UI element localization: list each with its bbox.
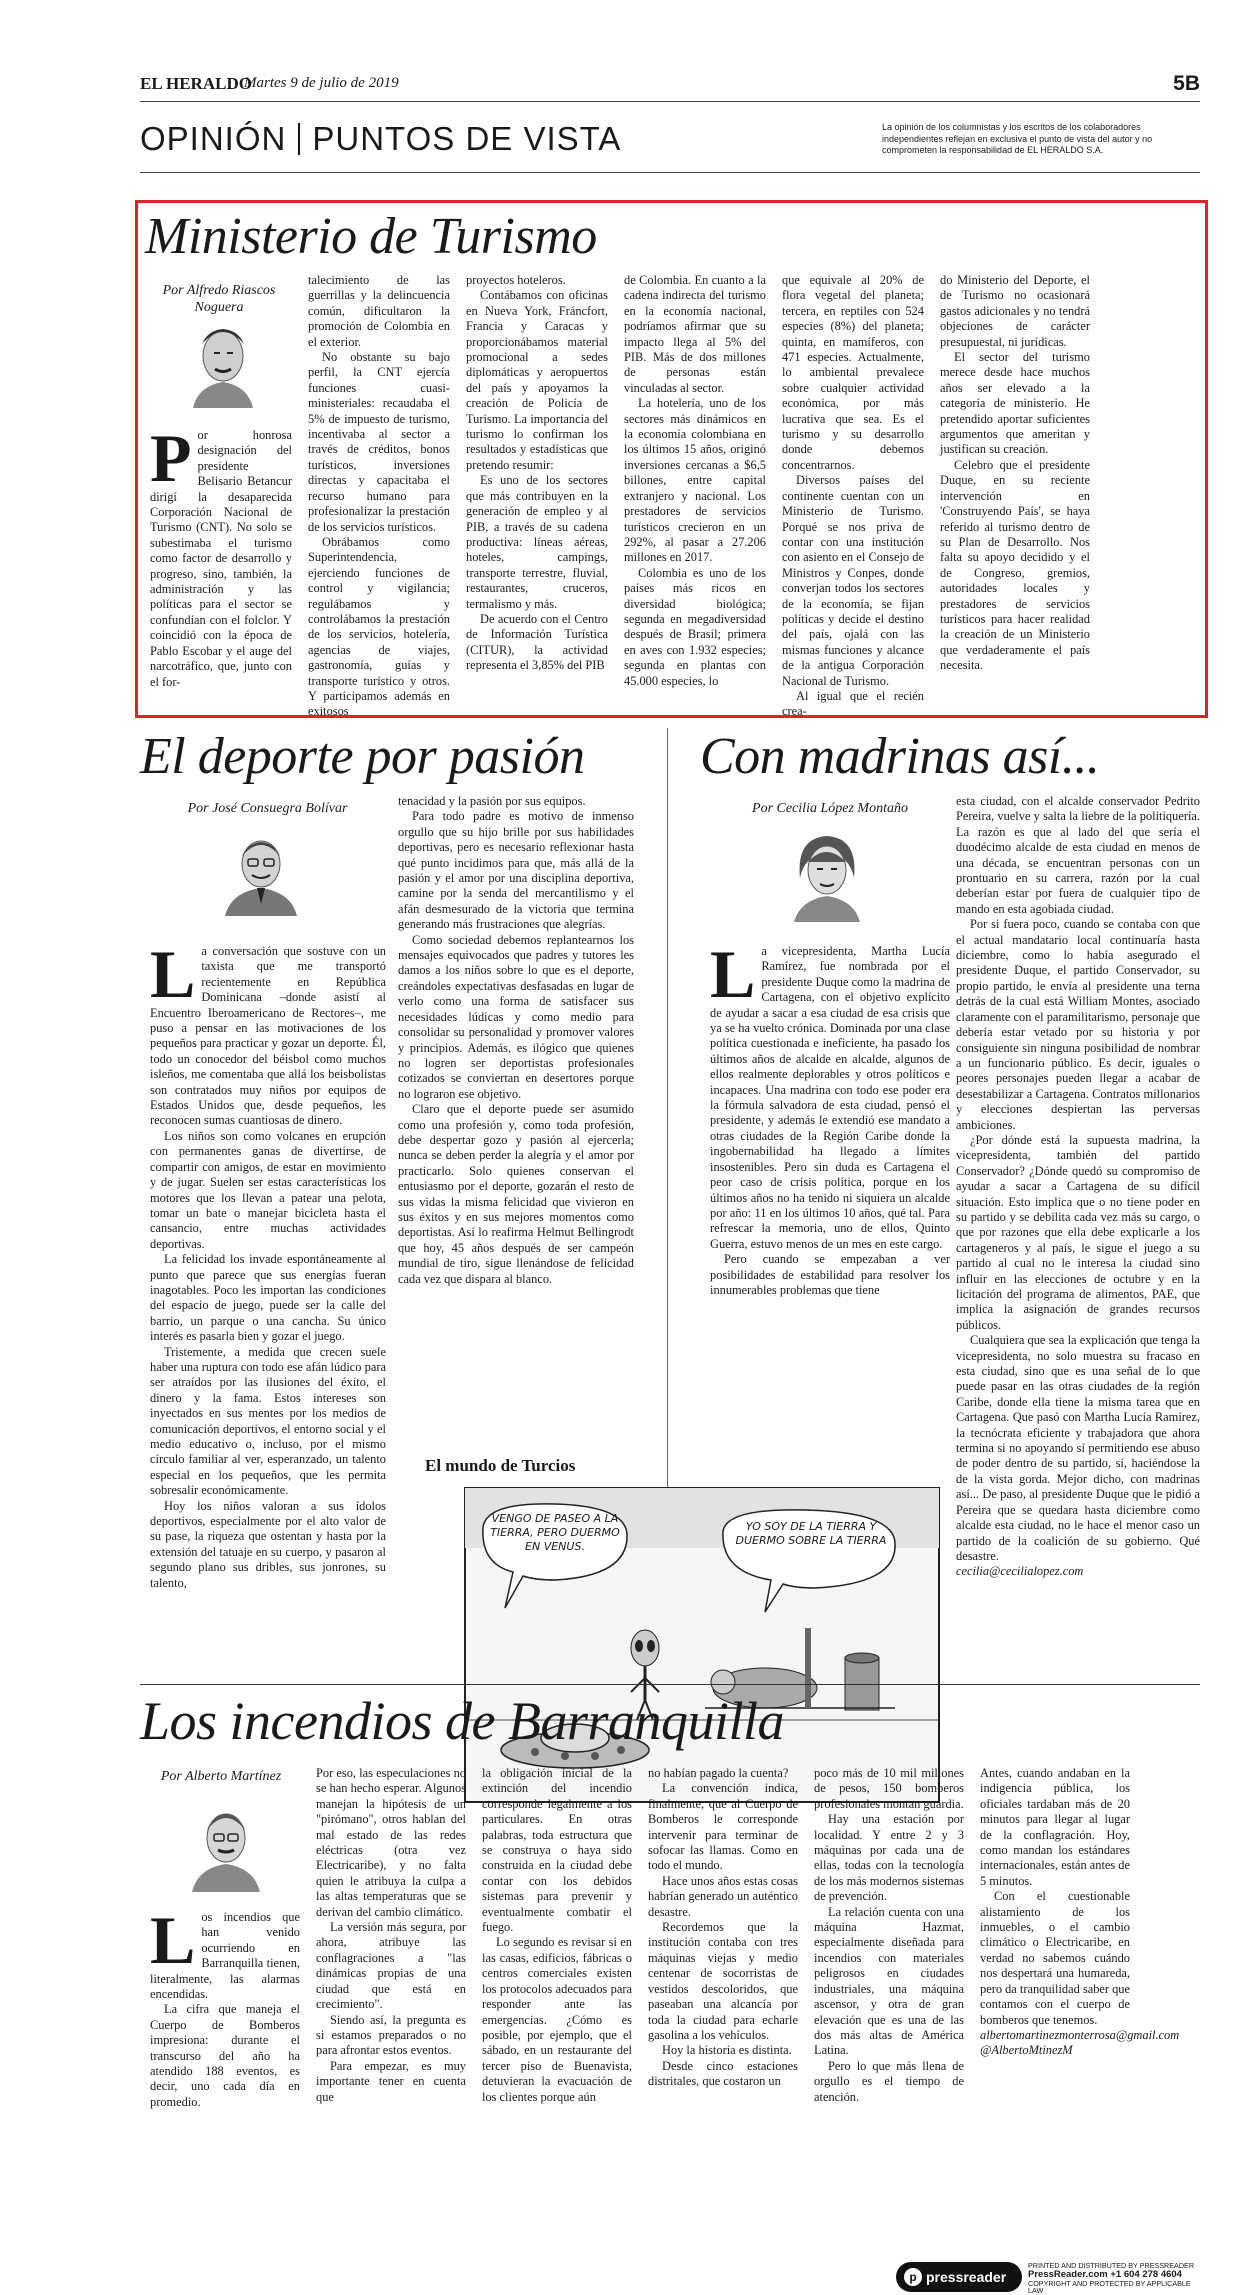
pressreader-line2: PressReader.com +1 604 278 4604: [1028, 2268, 1182, 2280]
paragraph: Claro que el deporte puede ser asumido como una profesión y, como toda profesión, debe despertar gozo y pasión al ejercerla; nunca se deben perder la alegría y el amor por practicarlo. Solo quienes conservan el entusiasmo por el deporte, gozarán el resto de sus vidas la misma felicidad que vivieron en sus éxitos y en sus mejores momentos como deportistas. Así lo reafirma Helmut Bellingrodt que hoy, 45 años después de ser campeón mundial de tiro, sigue llenándose de felicidad cada vez que dispara al blanco.: [398, 1102, 634, 1286]
author-portrait-riascos: [188, 316, 258, 408]
article-headline-madrinas: Con madrinas así...: [700, 728, 1100, 785]
paragraph: or honrosa designación del presidente Belisario Betancur dirigí la desaparecida Corporación Nacional de Turismo (CNT). No solo se subestimaba el turismo como factor de desarrollo y progreso, sino, también, la administración y las políticas para el sector se confundían con el folclor. Y coincidió con la época de Pablo Escobar y el auge del narcotráfico, que, junto con el for-: [150, 428, 292, 689]
article-headline-incendios: Los incendios de Barranquilla: [140, 1691, 784, 1751]
paragraph: Colombia es uno de los países más ricos en diversidad biológica; segunda en megadiversidad después de Brasil; primera en aves con 1.932 especies; segunda en plantas con 45.000 especies, lo: [624, 565, 766, 688]
speech-balloon-alien: VENGO DE PASEO A LA TIERRA, PERO DUERMO EN VENUS.: [490, 1512, 620, 1553]
drop-cap: L: [710, 936, 756, 1012]
newspaper-name: EL HERALDO: [140, 74, 252, 93]
article-column: [648, 1766, 798, 2266]
section-divider: [140, 1684, 1200, 1685]
subsection-name: PUNTOS DE VISTA: [312, 120, 622, 157]
drop-cap: L: [150, 1902, 196, 1978]
article-column: [150, 1902, 300, 2270]
article-column: [466, 273, 608, 713]
section-separator: [298, 123, 300, 155]
author-portrait-consuegra: [221, 826, 301, 916]
paragraph: os incendios que han venido ocurriendo en Barranquilla tienen, literalmente, las alarmas encendidas.: [150, 1910, 300, 2002]
paragraph: Hace unos años estas cosas habrían generado un auténtico desastre.: [648, 1873, 798, 1919]
section-title: [140, 120, 621, 158]
byline-incendios: Por Alberto Martínez: [160, 1769, 282, 1784]
paragraph: la obligación inicial de la extinción del incendio corresponde legalmente a los particulares. En otras palabras, toda estructura que se construya o haya sido construida en la ciudad debe contar con los debidos sistemas para prevenir y eventualmente combatir el fuego.: [482, 1766, 632, 1935]
article-column: [814, 1766, 964, 2266]
paragraph: Como sociedad debemos replantearnos los mensajes equivocados que padres y tutores les damos a los niños sobre lo que es el deporte, creándoles expectativas desfasadas en lugar de verlo como una forma de satisfacer sus necesidades lúdicas y como medio para consolidar su personalidad y promover valores y principios. Además, es ilógico que quienes no logren ser deportistas profesionales cotizados se conviertan en desertores porque no lograron ese objetivo.: [398, 932, 634, 1101]
paragraph: Pero cuando se empezaban a ver posibilidades de estabilidad para resolver los innumerables problemas que tiene: [710, 1252, 950, 1297]
paragraph: La hotelería, uno de los sectores más dinámicos en la economía colombiana en los últimos 15 años, originó inversiones cercanas a $6,5 billones, entre capital extranjero y nacional. Los prestadores de servicios turísticos crecieron en un 292%, al pasar a 27.206 millones en 2017.: [624, 396, 766, 565]
paragraph: tenacidad y la pasión por sus equipos.: [398, 794, 586, 808]
article-column: [150, 936, 386, 1674]
paragraph: que equivale al 20% de flora vegetal del planeta; tercera, en reptiles con 524 especies (8%) del planeta; quinta, en mamíferos, con 471 especies. Actualmente, lo ambiental prevalece sobre cualquier actividad económica, por más lucrativa que sea. Es el turismo y su desarrollo donde debemos concentrarnos.: [782, 273, 924, 472]
paragraph: Siendo así, la pregunta es si estamos preparados o no para afrontar estos eventos.: [316, 2012, 466, 2058]
paragraph: Pero lo que más llena de orgullo es el tiempo de atención.: [814, 2058, 964, 2104]
paragraph: Hoy la historia es distinta.: [662, 2043, 792, 2058]
pressreader-line1: PRINTED AND DISTRIBUTED BY PRESSREADER: [1028, 2261, 1195, 2270]
section-name: OPINIÓN: [140, 120, 287, 157]
page-header: [140, 74, 1200, 98]
article-column: [940, 273, 1090, 713]
article-column: [398, 794, 634, 1434]
drop-cap: L: [150, 936, 196, 1012]
paragraph: Es uno de los sectores que más contribuyen en la generación de empleo y al PIB, a través de su cadena productiva: líneas aéreas, hoteles, campings, transporte terrestre, fluvial, restaurantes, cruceros, termalismo y más.: [466, 473, 608, 611]
paragraph: Diversos países del continente cuentan con un Ministerio de Turismo. Porqué se nos priva de contar con una institución con asiento en el Consejo de Ministros y Conpes, donde converjan todos los sectores de la economía, se fijan políticas y decide el destino del país, ojalá con las mismas funciones y alcance de la antigua Corporación Nacional de Turismo.: [782, 473, 924, 688]
paragraph: de Colombia. En cuanto a la cadena indirecta del turismo en la economía nacional, podríamos afirmar que su impacto llega al 5% del PIB. Más de dos millones de personas están vinculadas al sector.: [624, 273, 766, 395]
paragraph: esta ciudad, con el alcalde conservador Pedrito Pereira, vuelve y salta la liebre de la politiquería. La razón es que al lado del que sería el duodécimo alcalde de esta ciudad en menos de una década, se encuentran personas con un prontuario en su carrera, razón por la cual deberían estar por fuera de cualquier tipo de mando en esta agobiada ciudad.: [956, 794, 1200, 916]
paragraph: Por eso, las especulaciones no se han hecho esperar. Algunos manejan la hipótesis de un "pirómano", otros hablan del mal estado de las redes eléctricas (otra vez Electricaribe), y no falta quien le atribuya la culpa a las altas temperaturas que se derivan del cambio climático.: [316, 1766, 466, 1919]
paragraph: Los niños son como volcanes en erupción con permanentes ganas de divertirse, de compartir con amigos, de estar en movimiento y de jugar. Suelen ser estas características los motores que los llevan a patear una pelota, tomar un bate o manejar bicicleta hasta el cansancio, entre muchas actividades deportivas.: [150, 1128, 386, 1251]
paragraph: De acuerdo con el Centro de Información Turística (CITUR), la actividad representa el 3,85% del PIB: [466, 611, 608, 673]
drop-cap: P: [150, 420, 192, 496]
article-column: [308, 273, 450, 719]
article-column: [624, 273, 766, 713]
paragraph: Hoy los niños valoran a sus ídolos deportivos, especialmente por el alto valor de su pase, la riqueza que ostentan y hasta por la extensión del tatuaje en su cuerpo, y pasaron al segundo plano sus dribles, sus jonrones, su talento,: [150, 1498, 386, 1590]
paragraph: a conversación que sostuve con un taxista que me transportó recientemente en República Dominicana –donde asistí al Encuentro Iberoamericano de Rectores–, me puso a pensar en las motivaciones de los pequeños para practicar y gozar un deporte. Él, todo un conocedor del béisbol como muchos isleños, me comentaba que allá los beisbolistas son contratados muy niños por equipos de Estados Unidos que, desde pequeños, les reconocen sumas cuantiosas de dinero.: [150, 944, 386, 1128]
article-column: [150, 420, 292, 713]
editorial-disclaimer: La opinión de los columnistas y los escritos de los colaboradores independientes reflejan en exclusiva el punto de vista del autor y no comprometen la responsabilidad de EL HERALDO S.A.: [882, 122, 1153, 155]
author-twitter: @AlbertoMtinezM: [980, 2043, 1073, 2058]
author-portrait-martinez: [188, 1800, 264, 1892]
paragraph: La versión más segura, por ahora, atribuye las conflagraciones a "las dinámicas propias de una ciudad que está en crecimiento".: [316, 1920, 466, 2012]
paragraph: no habían pagado la cuenta?: [648, 1766, 789, 1780]
cartoon-title: El mundo de Turcios: [425, 1456, 576, 1475]
byline-deporte: Por José Consuegra Bolívar: [187, 801, 348, 816]
paragraph: Para empezar, es muy importante tener en cuenta que: [316, 2058, 466, 2104]
pressreader-line3: COPYRIGHT AND PROTECTED BY APPLICABLE LAW: [1028, 2278, 1191, 2295]
paragraph: Tristemente, a medida que crecen suele haber una ruptura con todo ese afán lúdico para ser atraídos por las ilusiones del éxito, el dinero y la fama. Estos intereses son inyectados en sus mentes por los medios de comunicación deportivos, el entorno social y el medio educativo o, incluso, por el mismo círculo familiar al ver, esperanzado, un talento especial en los pequeños, que les permita sobresalir económicamente.: [150, 1344, 386, 1498]
paragraph: La cifra que maneja el Cuerpo de Bomberos impresiona: durante el transcurso del año ha atendido 188 eventos, es decir, uno cada día en promedio.: [150, 2002, 300, 2109]
paragraph: La felicidad los invade espontáneamente al punto que parece que sus energías fueran inagotables. Poco les importan las condiciones del espacio de juego, puede ser la calle del barrio, un parque o una cancha. Su único interés es pasarla bien y gozar el juego.: [150, 1252, 386, 1344]
paragraph: Recordemos que la institución contaba con tres máquinas viejas y medio centenar de socorristas de vestidos descoloridos, que paseaban una alcancía por toda la ciudad para echarle gasolina a los vehículos.: [648, 1920, 798, 2042]
paragraph: No obstante su bajo perfil, la CNT ejercía funciones cuasi-ministeriales: recaudaba el 5% de impuesto de turismo, incentivaba al sector a través de créditos, bonos turísticos, inversiones directas y capacitaba el recurso humano para profesionalizar la prestación de los servicios turísticos.: [308, 350, 450, 534]
paragraph: Para todo padre es motivo de inmenso orgullo que su hijo brille por sus habilidades deportivas, pero es necesario reflexionar hasta qué punto incidimos para que, más allá de la pasión y el amor por una disciplina deportiva, camine por la senda del mercantilismo y el afán desmesurado de la victoria que termina generando más frustraciones que alegrías.: [398, 809, 634, 932]
article-column: [782, 273, 924, 719]
pressreader-logo[interactable]: [896, 2262, 1022, 2292]
article-column: [980, 1766, 1180, 2246]
pressreader-notice: [1028, 2262, 1200, 2295]
article-column: [710, 936, 950, 1424]
paragraph: Con el cuestionable alistamiento de los inmuebles, o el cambio climático o Electricaribe, en verdad no sabemos cuándo nos despertará una humareda, pero da tranquilidad saber que contamos con el cuerpo de bomberos que tenemos.: [980, 1889, 1131, 2027]
article-headline-turismo: Ministerio de Turismo: [145, 208, 597, 265]
header-divider-bottom: [140, 172, 1200, 173]
byline-madrinas: Por Cecilia López Montaño: [752, 801, 908, 816]
page-number: 5B: [1173, 72, 1200, 95]
paragraph: Obrábamos como Superintendencia, ejerciendo funciones de control y vigilancia; regulábamos y controlábamos la prestación de los servicios, hotelería, agencias de viajes, gastronomía, guías y transporte turístico y otros. Y participamos además en exitosos: [308, 534, 450, 719]
paragraph: El sector del turismo merece desde hace muchos años ser elevado a la categoría de ministerio. He pretendido aportar suficientes argumentos que ameritan y justifican su creación.: [940, 350, 1090, 457]
paragraph: poco más de 10 mil millones de pesos, 150 bomberos profesionales montan guardia.: [814, 1766, 964, 1811]
paragraph: Contábamos con oficinas en Nueva York, Fráncfort, Francia y Caracas y proporcionábamos material promocional a sedes diplomáticas y aeropuertos del país y apoyamos la creación de Policía de Turismo. La importancia del turismo lo confirman los resultados y estadísticas que pretendo resumir:: [466, 288, 608, 472]
paragraph: a vicepresidenta, Martha Lucía Ramírez, fue nombrada por el presidente Duque como la madrina de Cartagena, con el objetivo explícito de ayudar a sacar a esa ciudad de esa crisis que ya se ha vuelto crónica. Dominada por una clase política cuestionada e ineficiente, ha pasado los últimos años de alcalde en alcalde, algunos de ellos realmente deplorables y otros políticos e incapaces. Una madrina con todo ese poder era la fórmula salvadora de esta ciudad, pensó el presidente, y además le extendió ese mandato a otras ciudades de la Región Caribe donde la ingobernabilidad ha llegado a límites insostenibles. Pero sin duda es Cartagena el peor caso de crisis política, porque en los últimos años no ha tenido ni siquiera un alcalde por año: 11 en los últimos 10 años, qué tal. Para refrescar la memoria, uno de ellos, Quinto Guerra, estuvo menos de un mes en este cargo.: [710, 944, 950, 1251]
pressreader-footer: [896, 2261, 1200, 2295]
paragraph: La relación cuenta con una máquina Hazmat, especialmente diseñada para incendios con materiales peligrosos en ciudades industriales, una máquina ascensor, y otra de gran elevación que es una de las dos más altas de América Latina.: [814, 1904, 964, 2058]
paragraph: Hay una estación por localidad. Y entre 2 y 3 máquinas por cada una de ellas, todas con la tecnología de los más modernos sistemas de prevención.: [814, 1812, 964, 1904]
paragraph: La convención indica, finalmente, que al Cuerpo de Bomberos le corresponde intervenir para terminar de sofocar las llamas. Como en todo el mundo.: [648, 1781, 798, 1873]
paragraph: Al igual que el recién crea-: [782, 688, 924, 719]
author-email: cecilia@cecilialopez.com: [956, 1564, 1084, 1579]
article-column: [956, 794, 1200, 1674]
paragraph: Lo segundo es revisar si en las casas, edificios, fábricas o centros comerciales existen los protocolos adecuados para responder ante las emergencias. ¿Cómo es posible, por ejemplo, que el sábado, en un restaurante del tercer piso de Buenavista, detuvieran la evacuación de los clientes porque aún: [482, 1935, 632, 2104]
paragraph: Desde cinco estaciones distritales, que costaron un: [648, 2058, 798, 2089]
pressreader-icon: p: [904, 2268, 922, 2286]
byline-turismo: Por Alfredo Riascos Noguera: [162, 283, 276, 315]
paragraph: do Ministerio del Deporte, el de Turismo no ocasionará gastos adicionales y no tendrá objeciones de carácter presupuestal, ni jurídicas.: [940, 273, 1090, 349]
paragraph: proyectos hoteleros.: [466, 273, 566, 287]
paragraph: Por si fuera poco, cuando se contaba con que el actual mandatario local continuaría hasta diciembre, como lo había asegurado el presidente Duque, el partido Conservador, su propio partido, le envía al presidente una terna detrás de la cual está William Montes, asociado claramente con el paramilitarismo, personaje que debería estar vetado por su historia y por consiguiente sin ninguna posibilidad de nombrar a un funcionario público. Es decir, iguales o peores personajes pueden llegar a acabar de desestabilizar a Cartagena. Contratos millonarios y elecciones despiertan las perversas ambiciones.: [956, 917, 1200, 1132]
header-divider: [140, 101, 1200, 102]
paragraph: Celebro que el presidente Duque, en su reciente intervención en 'Construyendo País', se haya referido al turismo dentro de su Plan de Desarrollo. Nos falta su apoyo decidido y el de Congreso, gremios, autoridades locales y prestadores de servicios turísticos para hacer realidad la creación de un Ministerio que verdaderamente el país necesita.: [940, 457, 1090, 673]
article-column: [482, 1766, 632, 2266]
pressreader-wordmark: pressreader: [926, 2269, 1007, 2285]
speech-balloon-homeless: YO SOY DE LA TIERRA Y DUERMO SOBRE LA TIERRA: [735, 1520, 887, 1547]
paragraph: talecimiento de las guerrillas y la delincuencia común, dificultaron la promoción de Colombia en el exterior.: [308, 273, 450, 349]
issue-date: Martes 9 de julio de 2019: [244, 75, 399, 91]
paragraph: Antes, cuando andaban en la indigencia pública, los oficiales tardaban más de 20 minutos para llegar al lugar de la conflagración. Hoy, como mandan los estándares internacionales, están antes de 5 minutos.: [980, 1766, 1131, 1888]
author-portrait-lopez: [786, 826, 868, 922]
paragraph: Cualquiera que sea la explicación que tenga la vicepresidenta, no solo muestra su fracaso en esta ciudad, sino que es una señal de lo que puede pasar en las otras ciudades de la región Caribe, donde ella tiene la misma tarea que en Cartagena. Que pasó con Martha Lucía Ramírez, la tecnócrata eficiente y trabajadora que ahora termina si no apoyando sí permitiendo ese abuso de poder dentro de su partido, sí, haciéndose la de la vista gorda. Mejor dicho, con madrinas así... De paso, al presidente Duque que le pidió a Pereira que se quedara hasta diciembre como alcalde esta ciudad, no le hace el menor caso un partido de la coalición de su gobierno. Qué desastre.: [956, 1333, 1200, 1563]
author-email: albertomartinezmonterrosa@gmail.com: [980, 2027, 1180, 2042]
paragraph: ¿Por dónde está la supuesta madrina, la vicepresidenta, también del partido Conservador? ¿Dónde quedó su compromiso de ayudar a sacar a Cartagena de su difícil situación. Esto implica que o no tiene poder en su partido y se debilita cada vez más su cargo, o que por razones que ella debe explicarle a los cartageneros y al país, le sigue el juego a su partido al cual no le interesa la ciudad sino influir en las elecciones de octubre y en la licitación del programa de alimentos, PAE, que implica la asignación de grandes recursos públicos.: [956, 1132, 1200, 1332]
editorial-cartoon: [465, 1488, 939, 1802]
article-headline-deporte: El deporte por pasión: [140, 728, 585, 785]
article-column: [316, 1766, 466, 2266]
